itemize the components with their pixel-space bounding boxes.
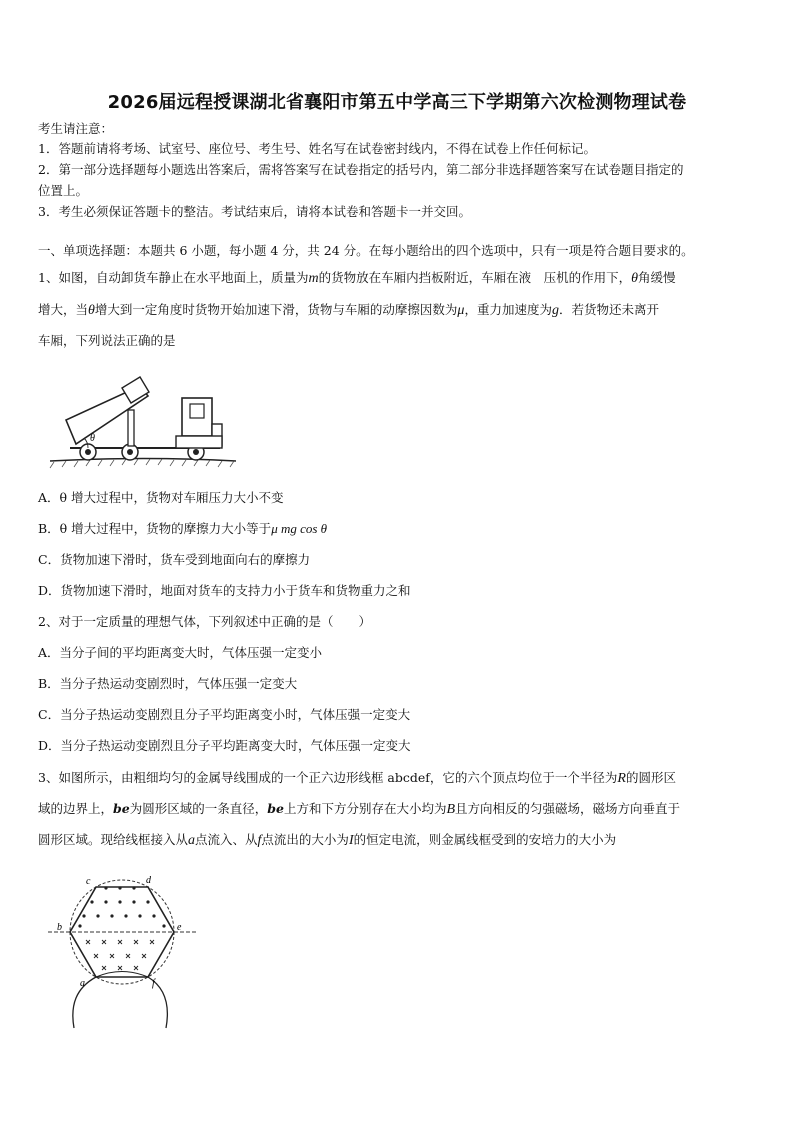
q3-var-I: I (348, 833, 354, 848)
q1-option-b-formula: μ mg cos θ (271, 521, 328, 536)
q1-option-c: C．货物加速下滑时，货车受到地面向右的摩擦力 (38, 552, 311, 567)
hydraulic-cylinder (128, 410, 134, 446)
q1-text: ，重力加速度为 (464, 302, 552, 317)
q1-var-theta: θ (88, 303, 95, 318)
q2-option-d: D．当分子热运动变剧烈且分子平均距离变大时，气体压强一定变大 (38, 738, 411, 753)
q3-text: 3、如图所示，由粗细均匀的金属导线围成的一个正六边形线框 abcdef，它的六个顶点均位于一个半径为 (38, 770, 618, 785)
q3-var-B: B (446, 802, 456, 817)
q3-var-a: a (188, 833, 196, 848)
vertex-label-e: e (177, 922, 182, 933)
q1-option-b-text: B．θ 增大过程中，货物的摩擦力大小等于 (38, 521, 272, 536)
q1-text: 角缓慢 (638, 270, 676, 285)
field-crosses (86, 940, 154, 970)
q1-var-g: g (551, 303, 559, 318)
notice-item-3: 3．考生必须保证答题卡的整洁。考试结束后，请将本试卷和答题卡一并交回。 (38, 204, 471, 219)
cab-base (176, 436, 222, 448)
q1-text: 增大到一定角度时货物开始加速下滑，货物与车厢的动摩擦因数为 (94, 302, 458, 317)
q3-text: 圆形区域。现给线框接入从 (38, 832, 189, 847)
q3-text: 的圆形区 (625, 770, 676, 785)
q2-option-c: C．当分子热运动变剧烈且分子平均距离变小时，气体压强一定变大 (38, 707, 411, 722)
hexagon-field-figure (40, 870, 210, 1030)
page-title: 2026届远程授课湖北省襄阳市第五中学高三下学期第六次检测物理试卷 (107, 92, 687, 113)
q1-var-theta: θ (631, 271, 638, 286)
q2-option-a: A．当分子间的平均距离变大时，气体压强一定变小 (38, 645, 323, 660)
ground-line (50, 459, 236, 462)
q3-line-1 (38, 770, 676, 787)
q3-var-f: f (257, 833, 262, 848)
q3-text: 点流入、从 (195, 832, 258, 847)
q3-text: 为圆形区域的一条直径， (129, 801, 268, 816)
q1-line-1 (38, 270, 676, 287)
q3-var-be: be (113, 801, 130, 816)
q3-text: 上方和下方分别存在大小均为 (283, 801, 447, 816)
q2-stem: 2、对于一定质量的理想气体，下列叙述中正确的是（ ） (38, 614, 371, 629)
vertex-label-f: f (152, 978, 155, 989)
vertex-label-b: b (57, 922, 62, 933)
q1-line-2 (38, 302, 659, 319)
notice-item-1: 1．答题前请将考场、试室号、座位号、考生号、姓名写在试卷密封线内，不得在试卷上作任何标记。 (38, 141, 596, 156)
q3-var-be: be (267, 801, 284, 816)
q1-text: ．若货物还未离开 (558, 302, 659, 317)
q2-option-b: B．当分子热运动变剧烈时，气体压强一定变大 (38, 676, 298, 691)
q1-var-mu: μ (457, 303, 465, 318)
dump-truck-figure (44, 360, 244, 472)
q3-var-R: R (617, 771, 626, 786)
notice-heading: 考生请注意： (38, 121, 114, 136)
q1-text: 的货物放在车厢内挡板附近，车厢在液 压机的作用下， (318, 270, 632, 285)
q1-text: 1、如图，自动卸货车静止在水平地面上，质量为 (38, 270, 309, 285)
vertex-label-a: a (80, 978, 85, 989)
q1-line-3: 车厢，下列说法正确的是 (38, 333, 176, 348)
q3-text: 域的边界上， (38, 801, 114, 816)
q1-option-d: D．货物加速下滑时，地面对货车的支持力小于货车和货物重力之和 (38, 583, 411, 598)
notice-item-2: 2．第一部分选择题每小题选出答案后，需将答案写在试卷指定的括号内，第二部分非选择题答案写在试卷题目指定的 (38, 162, 684, 177)
notice-item-2-cont: 位置上。 (38, 183, 89, 198)
lead-connector (96, 972, 148, 978)
q3-text: 点流出的大小为 (261, 832, 349, 847)
q3-line-3 (38, 832, 616, 849)
q1-text: 增大，当 (38, 302, 89, 317)
angle-label: θ (90, 433, 95, 444)
q1-option-a: A．θ 增大过程中，货物对车厢压力大小不变 (38, 490, 284, 505)
vertex-label-c: c (86, 876, 91, 887)
vertex-label-d: d (146, 875, 151, 886)
field-dots (78, 886, 165, 927)
section-heading: 一、单项选择题：本题共 6 小题，每小题 4 分，共 24 分。在每小题给出的四个选项中，只有一项是符合题目要求的。 (38, 243, 694, 258)
q3-line-2 (38, 801, 680, 818)
q3-text: 的恒定电流，则金属线框受到的安培力的大小为 (353, 832, 617, 847)
cab-window (190, 404, 204, 418)
q3-text: 且方向相反的匀强磁场，磁场方向垂直于 (455, 801, 681, 816)
q1-var-m: m (308, 271, 319, 286)
q1-option-b (38, 521, 327, 537)
lead-wire-f (148, 977, 167, 1028)
